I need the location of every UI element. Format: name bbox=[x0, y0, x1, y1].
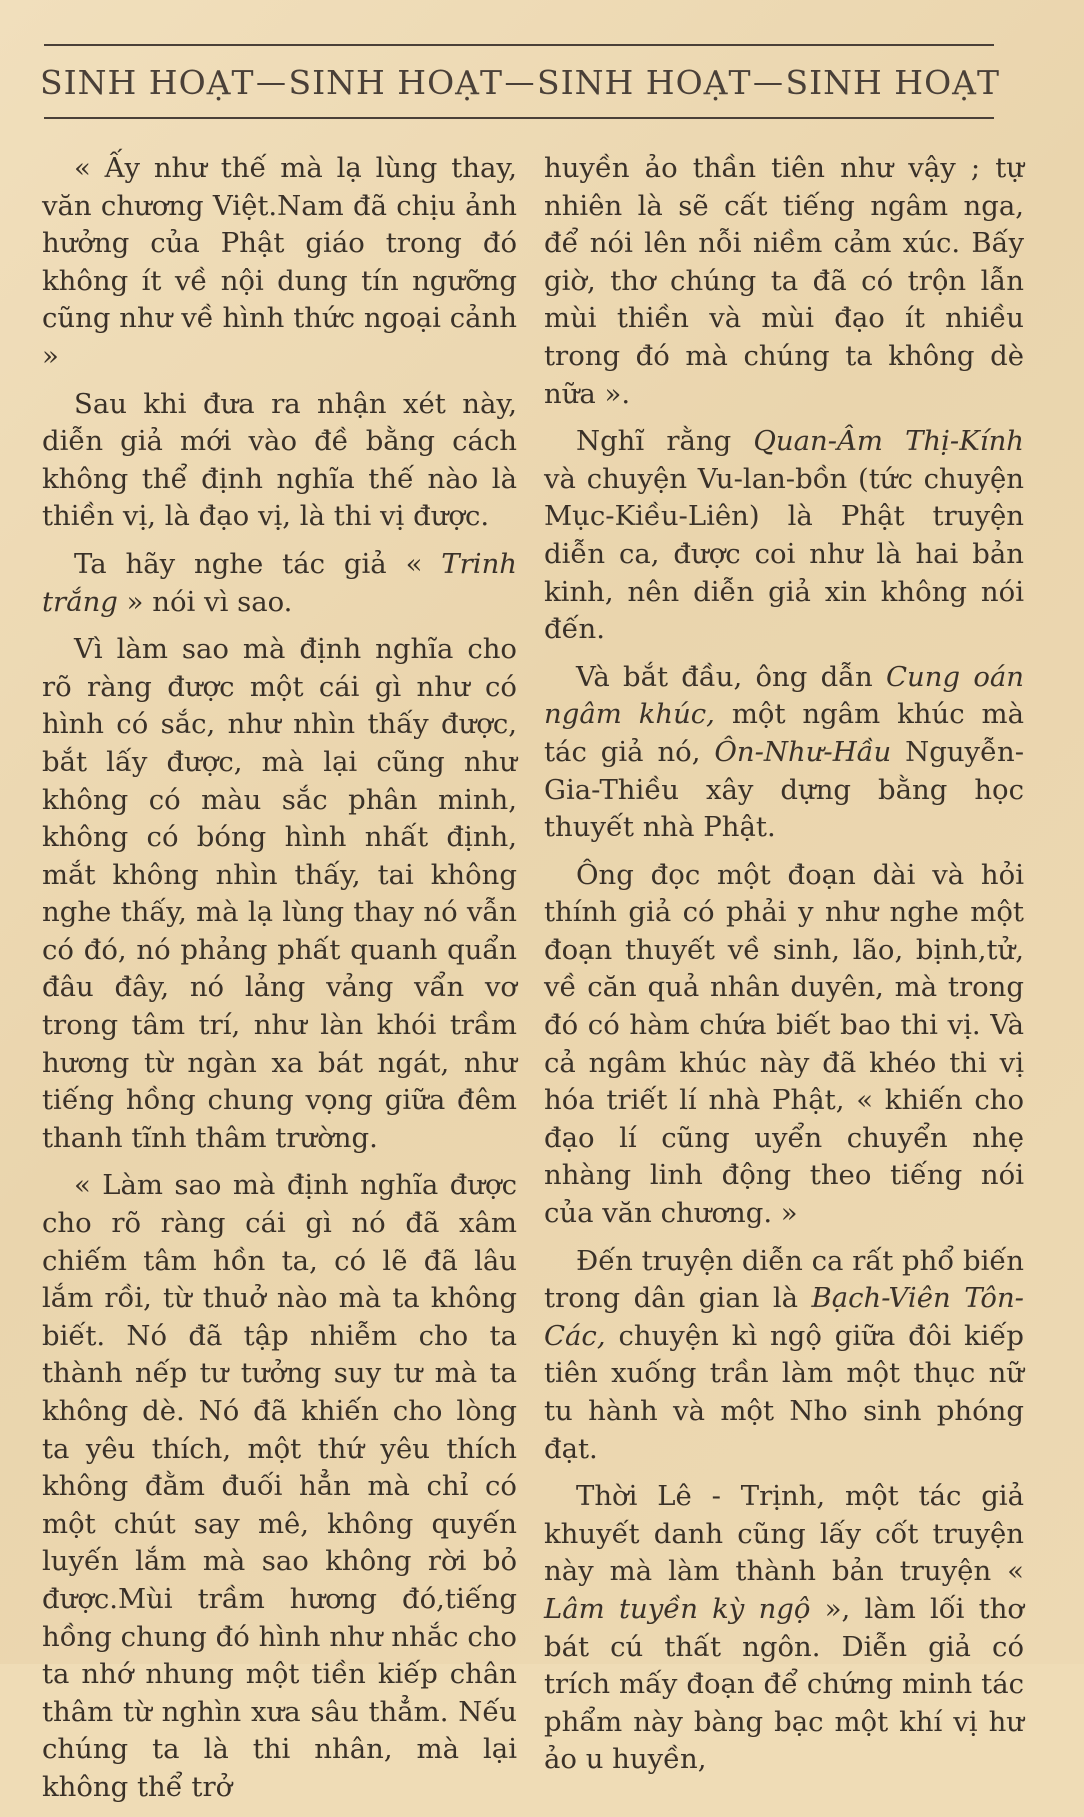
paragraph: « Làm sao mà định nghĩa được cho rõ ràng cái gì nó đã xâm chiếm tâm hồn ta, có lẽ đã lâu lắm rồi, từ thuở nào mà ta không biết. Nó đã tập nhiễm cho ta thành nếp tư tưởng suy tư mà ta không dè. Nó đã khiến cho lòng ta yêu thích, một thứ yêu thích không đằm đuối hẳn mà chỉ có một chút say mê, không quyến luyến lắm mà sao không rời bỏ được.Mùi trầm hương đó,tiếng hồng chung đó hình như nhắc cho ta nhớ nhung một tiền kiếp chân thâm từ nghìn xưa sâu thẳm. Nếu chúng ta là thi nhân, mà lại không thể trở bbox=[42, 1169, 517, 1803]
text-run: Ta hãy nghe tác giả « bbox=[74, 547, 442, 580]
header-bottom-rule bbox=[44, 117, 994, 119]
paragraph bbox=[42, 546, 517, 621]
paragraph: huyền ảo thần tiên như vậy ; tự nhiên là sẽ cất tiếng ngâm nga, để nói lên nỗi niềm cảm xúc. Bấy giờ, thơ chúng ta đã có trộn lẫn mùi thiền và mùi đạo ít nhiều trong đó mà chúng ta không dè nữa ». bbox=[544, 152, 1024, 410]
header-separator: — bbox=[504, 64, 536, 100]
italic-title: Trinh trắng bbox=[42, 547, 517, 618]
text-run: Đến truyện diễn ca rất phổ biến trong dân gian là bbox=[544, 1244, 1024, 1315]
italic-title: Cung oán ngâm khúc, bbox=[544, 660, 1024, 731]
header-item: SINH HOẠT bbox=[785, 62, 1000, 102]
text-run: Nguyễn-Gia-Thiều xây dựng bằng học thuyết nhà Phật. bbox=[544, 735, 1024, 844]
right-column bbox=[544, 150, 1024, 1789]
text-run: Nghĩ rằng bbox=[576, 425, 754, 458]
header-top-rule bbox=[44, 44, 994, 46]
paragraph bbox=[544, 1243, 1024, 1469]
paragraph bbox=[544, 1478, 1024, 1779]
paragraph: Ông đọc một đoạn dài và hỏi thính giả có phải y như nghe một đoạn thuyết về sinh, lão, bịnh,tử, về căn quả nhân duyên, mà trong đó có hàm chứa biết bao thi vị. Và cả ngâm khúc này đã khéo thi vị hóa triết lí nhà Phật, « khiến cho đạo lí cũng uyển chuyển nhẹ nhàng linh động theo tiếng nói của văn chương. » bbox=[544, 858, 1024, 1230]
italic-title: Bạch-Viên Tôn-Các, bbox=[544, 1282, 1024, 1352]
paragraph: Sau khi đưa ra nhận xét này, diễn giả mới vào đề bằng cách không thể định nghĩa thế nào là thiền vị, là đạo vị, là thi vị được. bbox=[42, 387, 517, 533]
text-run: », làm lối thơ bát cú thất ngôn. Diễn giả có trích mấy đoạn để chứng minh tác phẩm này bàng bạc một khí vị hư ảo u huyền, bbox=[544, 1592, 1024, 1776]
italic-title: Quan-Âm Thị-Kính bbox=[753, 425, 1024, 458]
header-separator: — bbox=[752, 64, 784, 100]
text-run: một ngâm khúc mà tác giả nó, bbox=[544, 698, 1024, 768]
left-column bbox=[42, 150, 517, 1817]
text-run: Và bắt đầu, ông dẫn bbox=[576, 660, 886, 693]
header-item: SINH HOẠT bbox=[537, 62, 752, 102]
italic-title: Lâm tuyền kỳ ngộ bbox=[544, 1592, 811, 1625]
section-header bbox=[40, 58, 1000, 106]
paragraph: Vì làm sao mà định nghĩa cho rõ ràng được một cái gì như có hình có sắc, như nhìn thấy được, bắt lấy được, mà lại cũng như không có màu sắc phân minh, không có bóng hình nhất định, mắt không nhìn thấy, tai không nghe thấy, mà lạ lùng thay nó vẫn có đó, nó phảng phất quanh quẩn đâu đây, nó lảng vảng vẩn vơ trong tâm trí, như làn khói trầm hương từ ngàn xa bát ngát, như tiếng hồng chung vọng giữa đêm thanh tĩnh thâm trường. bbox=[42, 633, 517, 1154]
header-item: SINH HOẠT bbox=[288, 62, 503, 102]
paragraph bbox=[544, 423, 1024, 649]
paragraph bbox=[544, 659, 1024, 847]
text-run: chuyện kì ngộ giữa đôi kiếp tiên xuống trần làm một thục nữ tu hành và một Nho sinh phóng đạt. bbox=[544, 1319, 1024, 1465]
paragraph: « Ấy như thế mà lạ lùng thay, văn chương Việt.Nam đã chịu ảnh hưởng của Phật giáo trong đó không ít về nội dung tín ngưỡng cũng như về hình thức ngoại cảnh » bbox=[42, 152, 517, 372]
header-separator: — bbox=[255, 64, 287, 100]
text-run: Thời Lê - Trịnh, một tác giả khuyết danh cũng lấy cốt truyện này mà làm thành bản truyện « bbox=[544, 1480, 1024, 1588]
italic-name: Ôn-Như-Hầu bbox=[714, 735, 892, 768]
header-item: SINH HOẠT bbox=[40, 62, 255, 102]
text-run: » nói vì sao. bbox=[117, 585, 293, 618]
text-run: và chuyện Vu-lan-bồn (tức chuyện Mục-Kiều-Liên) là Phật truyện diễn ca, được coi như là hai bản kinh, nên diễn giả xin không nói đến. bbox=[544, 462, 1024, 646]
